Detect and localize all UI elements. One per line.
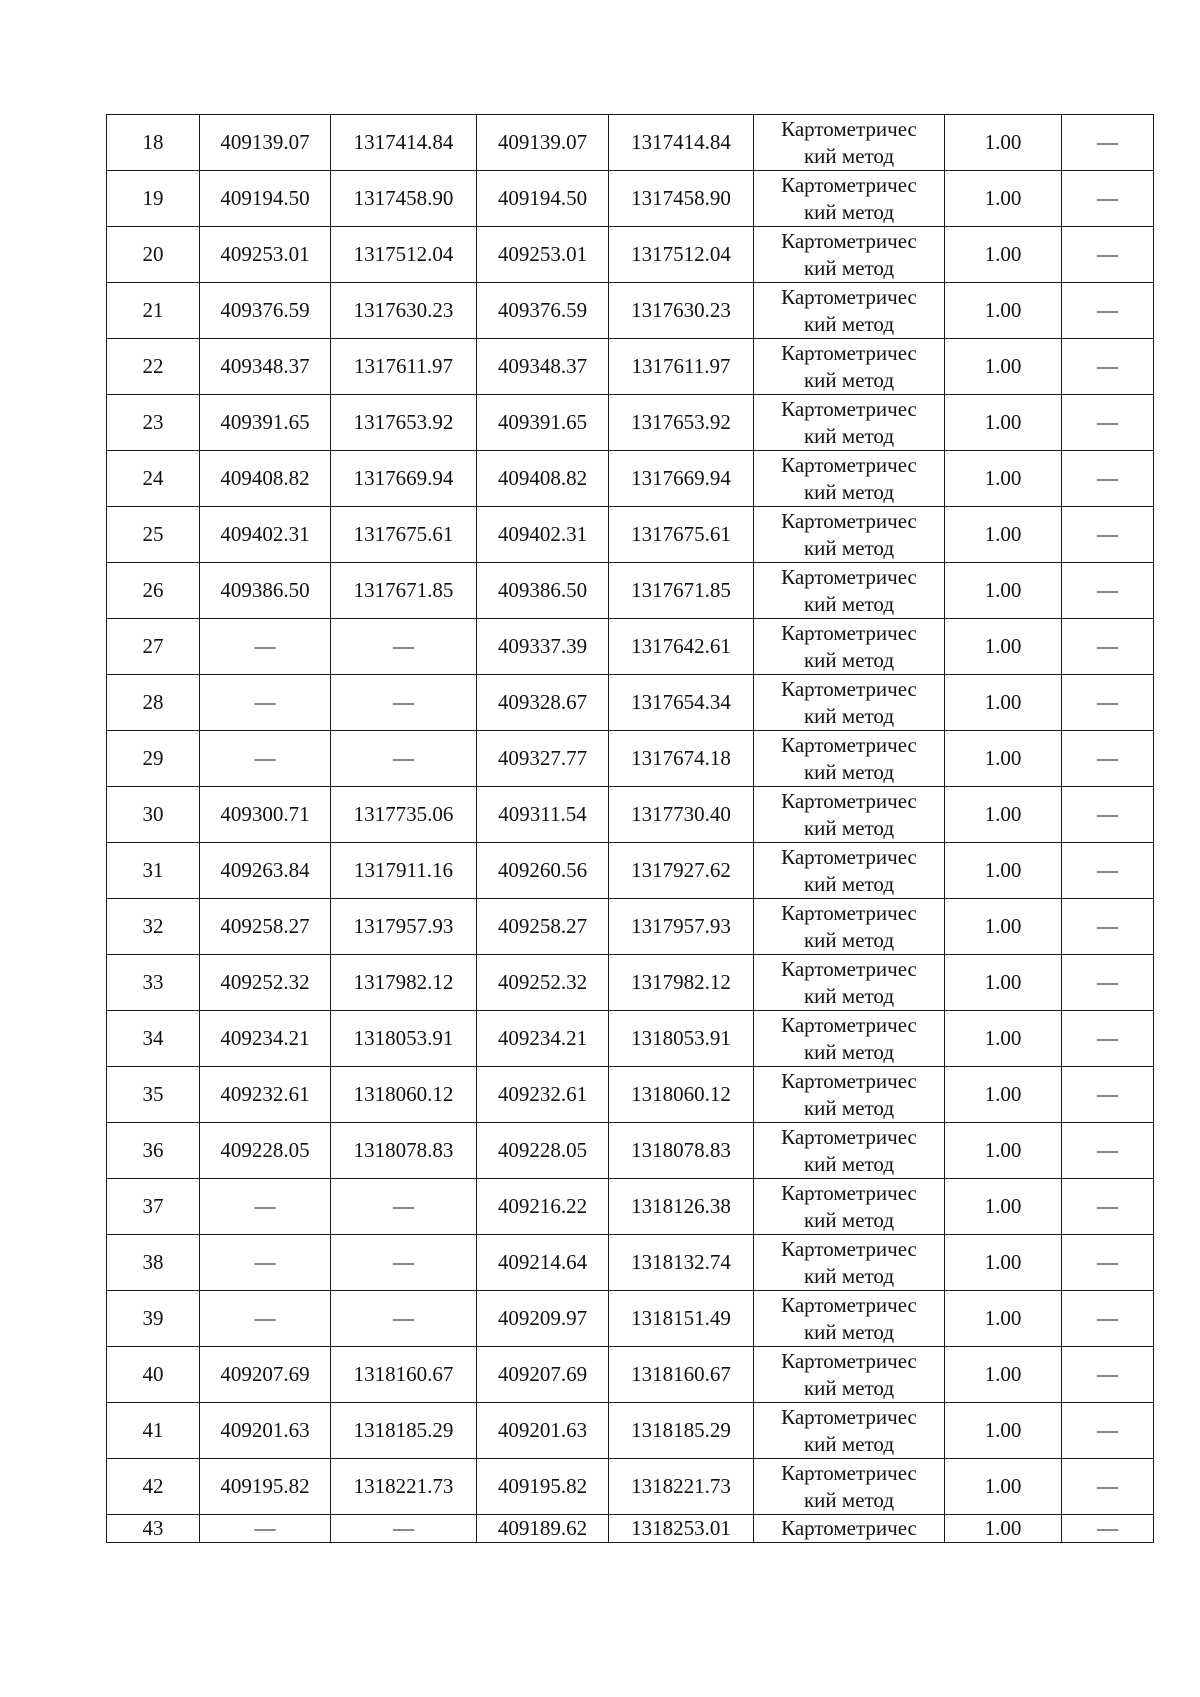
y-existing-cell: 1317982.12 <box>331 955 477 1011</box>
y-refined-cell: 1317611.97 <box>609 339 754 395</box>
y-existing-cell: — <box>331 619 477 675</box>
coordinates-table <box>106 114 1154 1543</box>
y-refined-cell: 1317957.93 <box>609 899 754 955</box>
x-refined-cell: 409391.65 <box>477 395 609 451</box>
x-refined-cell: 409258.27 <box>477 899 609 955</box>
table-row <box>107 619 1154 675</box>
description-cell: — <box>1062 1515 1154 1543</box>
method-cell: Картометричес кий метод <box>754 1403 945 1459</box>
y-existing-cell: 1317611.97 <box>331 339 477 395</box>
y-existing-cell: — <box>331 1235 477 1291</box>
table-body <box>107 115 1154 1543</box>
description-cell: — <box>1062 955 1154 1011</box>
x-refined-cell: 409348.37 <box>477 339 609 395</box>
table-row <box>107 563 1154 619</box>
y-existing-cell: — <box>331 1291 477 1347</box>
y-refined-cell: 1318132.74 <box>609 1235 754 1291</box>
x-existing-cell: 409253.01 <box>200 227 331 283</box>
x-refined-cell: 409408.82 <box>477 451 609 507</box>
point-number-cell: 26 <box>107 563 200 619</box>
accuracy-cell: 1.00 <box>945 675 1062 731</box>
x-refined-cell: 409327.77 <box>477 731 609 787</box>
point-number-cell: 35 <box>107 1067 200 1123</box>
y-existing-cell: 1317458.90 <box>331 171 477 227</box>
y-existing-cell: 1318053.91 <box>331 1011 477 1067</box>
description-cell: — <box>1062 507 1154 563</box>
point-number-cell: 21 <box>107 283 200 339</box>
table-row <box>107 1347 1154 1403</box>
x-refined-cell: 409232.61 <box>477 1067 609 1123</box>
description-cell: — <box>1062 731 1154 787</box>
method-cell: Картометричес кий метод <box>754 115 945 171</box>
accuracy-cell: 1.00 <box>945 1123 1062 1179</box>
x-existing-cell: — <box>200 1179 331 1235</box>
y-existing-cell: 1317512.04 <box>331 227 477 283</box>
x-refined-cell: 409311.54 <box>477 787 609 843</box>
point-number-cell: 27 <box>107 619 200 675</box>
accuracy-cell: 1.00 <box>945 1459 1062 1515</box>
x-refined-cell: 409386.50 <box>477 563 609 619</box>
point-number-cell: 20 <box>107 227 200 283</box>
method-cell: Картометричес кий метод <box>754 787 945 843</box>
y-existing-cell: 1317735.06 <box>331 787 477 843</box>
description-cell: — <box>1062 899 1154 955</box>
y-refined-cell: 1317642.61 <box>609 619 754 675</box>
x-existing-cell: 409391.65 <box>200 395 331 451</box>
method-cell: Картометричес кий метод <box>754 171 945 227</box>
y-refined-cell: 1318060.12 <box>609 1067 754 1123</box>
accuracy-cell: 1.00 <box>945 1179 1062 1235</box>
x-existing-cell: 409348.37 <box>200 339 331 395</box>
point-number-cell: 32 <box>107 899 200 955</box>
x-existing-cell: — <box>200 731 331 787</box>
description-cell: — <box>1062 675 1154 731</box>
method-cell: Картометричес кий метод <box>754 843 945 899</box>
table-row <box>107 843 1154 899</box>
table-row <box>107 171 1154 227</box>
y-existing-cell: 1317675.61 <box>331 507 477 563</box>
y-refined-cell: 1318151.49 <box>609 1291 754 1347</box>
x-refined-cell: 409252.32 <box>477 955 609 1011</box>
description-cell: — <box>1062 1347 1154 1403</box>
x-existing-cell: — <box>200 619 331 675</box>
point-number-cell: 22 <box>107 339 200 395</box>
x-refined-cell: 409234.21 <box>477 1011 609 1067</box>
description-cell: — <box>1062 451 1154 507</box>
method-cell: Картометричес кий метод <box>754 955 945 1011</box>
description-cell: — <box>1062 171 1154 227</box>
accuracy-cell: 1.00 <box>945 955 1062 1011</box>
description-cell: — <box>1062 1235 1154 1291</box>
description-cell: — <box>1062 283 1154 339</box>
description-cell: — <box>1062 1403 1154 1459</box>
description-cell: — <box>1062 339 1154 395</box>
x-existing-cell: 409300.71 <box>200 787 331 843</box>
x-existing-cell: 409201.63 <box>200 1403 331 1459</box>
method-cell: Картометричес кий метод <box>754 619 945 675</box>
table-row <box>107 1011 1154 1067</box>
method-cell: Картометричес кий метод <box>754 899 945 955</box>
description-cell: — <box>1062 619 1154 675</box>
point-number-cell: 33 <box>107 955 200 1011</box>
y-refined-cell: 1317671.85 <box>609 563 754 619</box>
description-cell: — <box>1062 115 1154 171</box>
y-refined-cell: 1318160.67 <box>609 1347 754 1403</box>
method-cell: Картометричес кий метод <box>754 227 945 283</box>
point-number-cell: 39 <box>107 1291 200 1347</box>
y-refined-cell: 1318185.29 <box>609 1403 754 1459</box>
table-row <box>107 1403 1154 1459</box>
table-row <box>107 731 1154 787</box>
table-row <box>107 395 1154 451</box>
x-refined-cell: 409376.59 <box>477 283 609 339</box>
accuracy-cell: 1.00 <box>945 1011 1062 1067</box>
x-existing-cell: — <box>200 1235 331 1291</box>
x-refined-cell: 409195.82 <box>477 1459 609 1515</box>
point-number-cell: 41 <box>107 1403 200 1459</box>
accuracy-cell: 1.00 <box>945 1235 1062 1291</box>
y-existing-cell: 1317653.92 <box>331 395 477 451</box>
x-refined-cell: 409260.56 <box>477 843 609 899</box>
x-existing-cell: 409139.07 <box>200 115 331 171</box>
method-cell: Картометричес кий метод <box>754 1235 945 1291</box>
accuracy-cell: 1.00 <box>945 1403 1062 1459</box>
method-cell: Картометричес кий метод <box>754 283 945 339</box>
y-existing-cell: — <box>331 1515 477 1543</box>
description-cell: — <box>1062 227 1154 283</box>
table-row <box>107 507 1154 563</box>
method-cell: Картометричес кий метод <box>754 1123 945 1179</box>
method-cell: Картометричес кий метод <box>754 675 945 731</box>
description-cell: — <box>1062 1067 1154 1123</box>
description-cell: — <box>1062 787 1154 843</box>
accuracy-cell: 1.00 <box>945 115 1062 171</box>
y-existing-cell: 1317957.93 <box>331 899 477 955</box>
table-row <box>107 955 1154 1011</box>
x-refined-cell: 409189.62 <box>477 1515 609 1543</box>
accuracy-cell: 1.00 <box>945 171 1062 227</box>
x-refined-cell: 409402.31 <box>477 507 609 563</box>
method-cell: Картометричес кий метод <box>754 563 945 619</box>
method-cell: Картометричес кий метод <box>754 339 945 395</box>
x-refined-cell: 409337.39 <box>477 619 609 675</box>
accuracy-cell: 1.00 <box>945 787 1062 843</box>
point-number-cell: 36 <box>107 1123 200 1179</box>
description-cell: — <box>1062 1459 1154 1515</box>
method-cell: Картометричес кий метод <box>754 1067 945 1123</box>
point-number-cell: 24 <box>107 451 200 507</box>
table-row <box>107 283 1154 339</box>
accuracy-cell: 1.00 <box>945 1291 1062 1347</box>
point-number-cell: 40 <box>107 1347 200 1403</box>
x-refined-cell: 409201.63 <box>477 1403 609 1459</box>
point-number-cell: 23 <box>107 395 200 451</box>
y-existing-cell: — <box>331 1179 477 1235</box>
accuracy-cell: 1.00 <box>945 227 1062 283</box>
y-existing-cell: 1317630.23 <box>331 283 477 339</box>
point-number-cell: 29 <box>107 731 200 787</box>
y-refined-cell: 1317675.61 <box>609 507 754 563</box>
y-refined-cell: 1317674.18 <box>609 731 754 787</box>
y-existing-cell: 1317414.84 <box>331 115 477 171</box>
x-existing-cell: 409258.27 <box>200 899 331 955</box>
y-refined-cell: 1318078.83 <box>609 1123 754 1179</box>
table-row <box>107 675 1154 731</box>
point-number-cell: 34 <box>107 1011 200 1067</box>
accuracy-cell: 1.00 <box>945 395 1062 451</box>
table-row <box>107 787 1154 843</box>
x-existing-cell: 409402.31 <box>200 507 331 563</box>
x-existing-cell: 409234.21 <box>200 1011 331 1067</box>
accuracy-cell: 1.00 <box>945 283 1062 339</box>
method-cell: Картометричес кий метод <box>754 1459 945 1515</box>
description-cell: — <box>1062 1123 1154 1179</box>
accuracy-cell: 1.00 <box>945 1515 1062 1543</box>
description-cell: — <box>1062 1291 1154 1347</box>
description-cell: — <box>1062 1011 1154 1067</box>
table-row <box>107 1515 1154 1543</box>
y-refined-cell: 1317512.04 <box>609 227 754 283</box>
table-row <box>107 899 1154 955</box>
point-number-cell: 19 <box>107 171 200 227</box>
x-existing-cell: — <box>200 675 331 731</box>
accuracy-cell: 1.00 <box>945 843 1062 899</box>
method-cell: Картометричес кий метод <box>754 1347 945 1403</box>
y-refined-cell: 1317458.90 <box>609 171 754 227</box>
x-refined-cell: 409216.22 <box>477 1179 609 1235</box>
table-row <box>107 227 1154 283</box>
point-number-cell: 18 <box>107 115 200 171</box>
table-row <box>107 1291 1154 1347</box>
accuracy-cell: 1.00 <box>945 339 1062 395</box>
x-refined-cell: 409207.69 <box>477 1347 609 1403</box>
point-number-cell: 38 <box>107 1235 200 1291</box>
accuracy-cell: 1.00 <box>945 507 1062 563</box>
table-row <box>107 1459 1154 1515</box>
method-cell: Картометричес кий метод <box>754 1179 945 1235</box>
x-refined-cell: 409214.64 <box>477 1235 609 1291</box>
point-number-cell: 43 <box>107 1515 200 1543</box>
x-refined-cell: 409228.05 <box>477 1123 609 1179</box>
y-refined-cell: 1318253.01 <box>609 1515 754 1543</box>
y-refined-cell: 1317414.84 <box>609 115 754 171</box>
y-existing-cell: 1318078.83 <box>331 1123 477 1179</box>
accuracy-cell: 1.00 <box>945 899 1062 955</box>
y-refined-cell: 1317654.34 <box>609 675 754 731</box>
description-cell: — <box>1062 843 1154 899</box>
x-existing-cell: 409408.82 <box>200 451 331 507</box>
x-existing-cell: 409207.69 <box>200 1347 331 1403</box>
x-existing-cell: 409194.50 <box>200 171 331 227</box>
y-refined-cell: 1318221.73 <box>609 1459 754 1515</box>
x-existing-cell: 409228.05 <box>200 1123 331 1179</box>
point-number-cell: 37 <box>107 1179 200 1235</box>
table-row <box>107 339 1154 395</box>
x-refined-cell: 409253.01 <box>477 227 609 283</box>
x-refined-cell: 409328.67 <box>477 675 609 731</box>
method-cell: Картометричес кий метод <box>754 451 945 507</box>
x-refined-cell: 409194.50 <box>477 171 609 227</box>
y-refined-cell: 1317669.94 <box>609 451 754 507</box>
y-existing-cell: 1318185.29 <box>331 1403 477 1459</box>
point-number-cell: 42 <box>107 1459 200 1515</box>
accuracy-cell: 1.00 <box>945 1067 1062 1123</box>
y-refined-cell: 1317630.23 <box>609 283 754 339</box>
description-cell: — <box>1062 395 1154 451</box>
y-existing-cell: 1317669.94 <box>331 451 477 507</box>
table-row <box>107 1123 1154 1179</box>
y-existing-cell: 1317911.16 <box>331 843 477 899</box>
method-cell: Картометричес кий метод <box>754 1011 945 1067</box>
x-existing-cell: 409376.59 <box>200 283 331 339</box>
point-number-cell: 30 <box>107 787 200 843</box>
y-refined-cell: 1317982.12 <box>609 955 754 1011</box>
y-refined-cell: 1318126.38 <box>609 1179 754 1235</box>
accuracy-cell: 1.00 <box>945 563 1062 619</box>
method-cell: Картометричес кий метод <box>754 507 945 563</box>
x-existing-cell: 409386.50 <box>200 563 331 619</box>
y-refined-cell: 1317653.92 <box>609 395 754 451</box>
y-existing-cell: 1317671.85 <box>331 563 477 619</box>
x-existing-cell: 409263.84 <box>200 843 331 899</box>
y-refined-cell: 1317730.40 <box>609 787 754 843</box>
accuracy-cell: 1.00 <box>945 451 1062 507</box>
point-number-cell: 31 <box>107 843 200 899</box>
table-row <box>107 1067 1154 1123</box>
description-cell: — <box>1062 1179 1154 1235</box>
table-row <box>107 115 1154 171</box>
x-existing-cell: 409252.32 <box>200 955 331 1011</box>
method-cell: Картометричес кий метод <box>754 731 945 787</box>
y-refined-cell: 1318053.91 <box>609 1011 754 1067</box>
x-existing-cell: 409195.82 <box>200 1459 331 1515</box>
point-number-cell: 25 <box>107 507 200 563</box>
x-refined-cell: 409209.97 <box>477 1291 609 1347</box>
description-cell: — <box>1062 563 1154 619</box>
method-cell: Картометричес <box>754 1515 945 1543</box>
y-existing-cell: — <box>331 731 477 787</box>
x-existing-cell: — <box>200 1291 331 1347</box>
accuracy-cell: 1.00 <box>945 731 1062 787</box>
y-existing-cell: 1318221.73 <box>331 1459 477 1515</box>
accuracy-cell: 1.00 <box>945 619 1062 675</box>
point-number-cell: 28 <box>107 675 200 731</box>
y-existing-cell: 1318060.12 <box>331 1067 477 1123</box>
method-cell: Картометричес кий метод <box>754 395 945 451</box>
x-existing-cell: 409232.61 <box>200 1067 331 1123</box>
x-existing-cell: — <box>200 1515 331 1543</box>
table-row <box>107 451 1154 507</box>
y-refined-cell: 1317927.62 <box>609 843 754 899</box>
accuracy-cell: 1.00 <box>945 1347 1062 1403</box>
table-row <box>107 1235 1154 1291</box>
method-cell: Картометричес кий метод <box>754 1291 945 1347</box>
y-existing-cell: 1318160.67 <box>331 1347 477 1403</box>
y-existing-cell: — <box>331 675 477 731</box>
table-row <box>107 1179 1154 1235</box>
x-refined-cell: 409139.07 <box>477 115 609 171</box>
